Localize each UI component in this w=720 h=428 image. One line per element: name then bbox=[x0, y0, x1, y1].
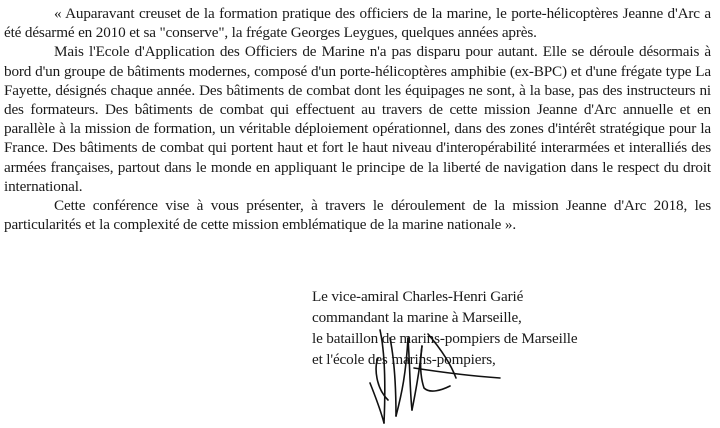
body-text bbox=[4, 4, 711, 234]
signatory-title-line-1: commandant la marine à Marseille, bbox=[312, 309, 522, 326]
signatory-title-line-2: le bataillon de marins-pompiers de Marseille bbox=[312, 330, 578, 347]
paragraph-main: Mais l'Ecole d'Application des Officiers de Marine n'a pas disparu pour autant. Elle se déroule désormais à bord d'un groupe de bâtiments modernes, composé d'un porte-hélicoptères amphibie (ex-BPC) et d'une frégate type La Fayette, désignés chaque année. Des bâtiments de combat dont les équipages ne sont, à la base, pas des instructeurs ni des formateurs. Des bâtiments de combat qui effectuent au travers de cette mission Jeanne d'Arc annuelle et en parallèle à la mission de formation, un véritable déploiement opérationnel, dans des zones d'intérêt stratégique pour la France. Des bâtiments de combat qui portent haut et fort le haut niveau d'interopérabilité interarmées et interalliés des armées françaises, partout dans le monde en appliquant le principe de la liberté de navigation dans le respect du droit international. bbox=[4, 43, 711, 195]
signatory-name: Le vice-amiral Charles-Henri Garié bbox=[312, 288, 524, 305]
signature-block bbox=[312, 286, 672, 370]
paragraph-intro: « Auparavant creuset de la formation pratique des officiers de la marine, le porte-hélicoptères Jeanne d'Arc a été désarmé en 2010 et sa "conserve", la frégate Georges Leygues, quelques années après. bbox=[4, 5, 711, 42]
paragraph-conclusion: Cette conférence vise à vous présenter, à travers le déroulement de la mission Jeanne d'Arc 2018, les particularités et la complexité de cette mission emblématique de la marine nationale ». bbox=[4, 197, 711, 234]
signatory-title-line-3: et l'école des marins-pompiers, bbox=[312, 351, 496, 368]
